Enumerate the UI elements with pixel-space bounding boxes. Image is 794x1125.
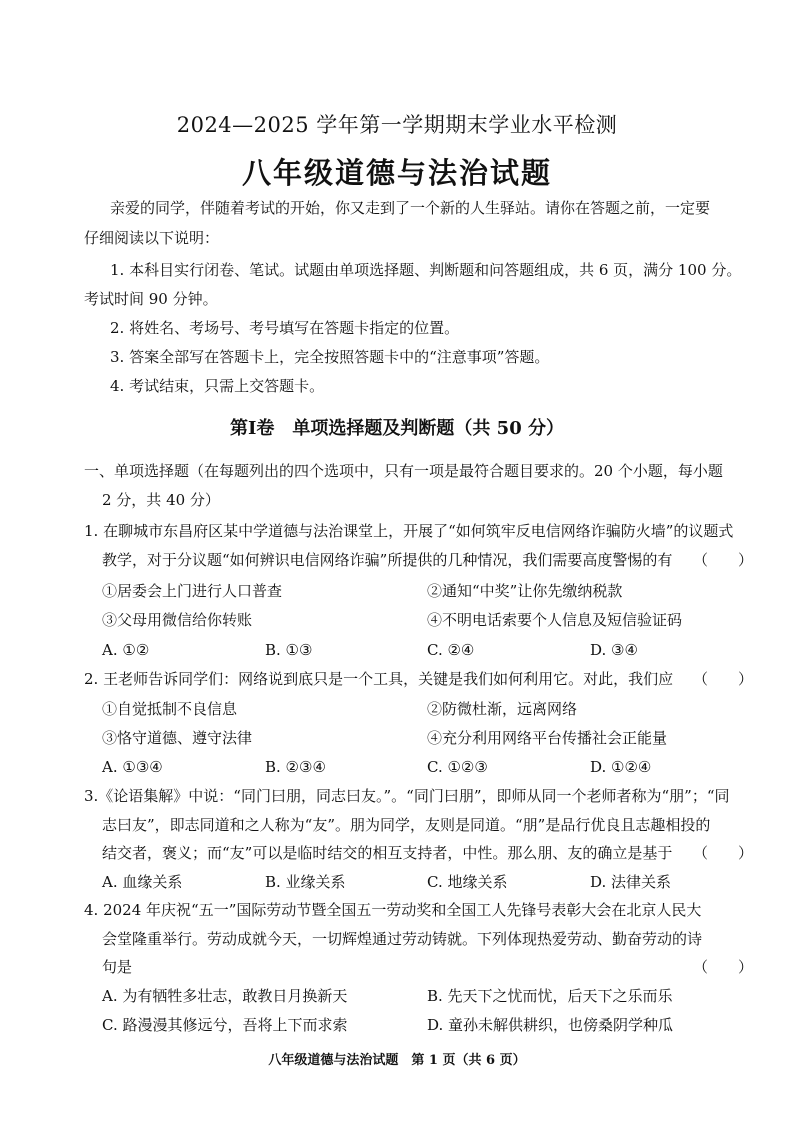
question-stem: 4. 2024 年庆祝“五一”国际劳动节暨全国五一劳动奖和全国工人先锋号表彰大会在北京人民大 (84, 901, 702, 919)
choice-a: A. 为有牺牲多壮志，敢教日月换新天 (102, 987, 348, 1005)
choice-d: D. ③④ (590, 641, 638, 659)
statement: ④充分利用网络平台传播社会正能量 (427, 729, 668, 747)
answer-bracket: （ ） (693, 844, 754, 862)
intro-line-1: 亲爱的同学，伴随着考试的开始，你又走到了一个新的人生驿站。请你在答题之前，一定要 (110, 199, 711, 217)
question-stem: 2. 王老师告诉同学们：网络说到底只是一个工具，关键是我们如何利用它。对此，我们应 (84, 670, 674, 688)
part-title: 一、单项选择题（在每题列出的四个选项中，只有一项是最符合题目要求的。20 个小题，每小题 (84, 462, 723, 480)
section-title: 第Ⅰ卷 单项选择题及判断题（共 50 分） (229, 418, 564, 439)
choice-b: B. ②③④ (265, 758, 326, 776)
part-title-cont: 2 分，共 40 分） (102, 491, 220, 509)
choice-b: B. 业缘关系 (265, 873, 346, 891)
statement: ③恪守道德、遵守法律 (102, 729, 253, 747)
instruction-1-cont: 考试时间 90 分钟。 (84, 290, 218, 308)
choice-c: C. 地缘关系 (427, 873, 508, 891)
statement: ②防微杜渐，远离网络 (427, 700, 578, 718)
instruction-2: 2. 将姓名、考场号、考号填写在答题卡指定的位置。 (110, 319, 460, 337)
choice-d: D. 童孙未解供耕织，也傍桑阴学种瓜 (427, 1016, 674, 1034)
instruction-1: 1. 本科目实行闭卷、笔试。试题由单项选择题、判断题和问答题组成，共 6 页，满分 100 分。 (110, 261, 742, 279)
answer-bracket: （ ） (693, 670, 754, 688)
statement: ③父母用微信给你转账 (102, 611, 253, 629)
answer-bracket: （ ） (693, 958, 754, 976)
choice-b: B. 先天下之忧而忧，后天下之乐而乐 (427, 987, 673, 1005)
choice-d: D. ①②④ (590, 758, 652, 776)
question-stem: 志曰友”，即志同道和之人称为“友”。朋为同学，友则是同道。“朋”是品行优良且志趣相投的 (102, 816, 711, 834)
choice-a: A. 血缘关系 (102, 873, 183, 891)
instruction-4: 4. 考试结束，只需上交答题卡。 (110, 377, 325, 395)
statement: ②通知“中奖”让你先缴纳税款 (427, 582, 623, 600)
page-footer: 八年级道德与法治试题 第 1 页（共 6 页） (268, 1053, 526, 1068)
statement: ①居委会上门进行人口普查 (102, 582, 283, 600)
choice-b: B. ①③ (265, 641, 313, 659)
choice-c: C. ②④ (427, 641, 475, 659)
statement: ④不明电话索要个人信息及短信验证码 (427, 611, 683, 629)
question-stem: 教学，对于分议题“如何辨识电信网络诈骗”所提供的几种情况，我们需要高度警惕的有 (102, 551, 673, 569)
choice-d: D. 法律关系 (590, 873, 672, 891)
question-stem: 1. 在聊城市东昌府区某中学道德与法治课堂上，开展了“如何筑牢反电信网络诈骗防火墙”的议题式 (84, 522, 734, 540)
choice-a: A. ①② (102, 641, 150, 659)
instruction-3: 3. 答案全部写在答题卡上，完全按照答题卡中的“注意事项”答题。 (110, 348, 550, 366)
choice-c: C. ①②③ (427, 758, 488, 776)
intro-line-2: 仔细阅读以下说明： (84, 229, 220, 247)
question-stem: 结交者，褒义；而“友”可以是临时结交的相互支持者，中性。那么朋、友的确立是基于 (102, 844, 673, 862)
question-stem: 3.《论语集解》中说：“同门曰朋，同志曰友。”。“同门曰朋”，即师从同一个老师者称为“朋”；“同 (84, 787, 730, 805)
answer-bracket: （ ） (693, 551, 754, 569)
choice-c: C. 路漫漫其修远兮，吾将上下而求索 (102, 1016, 348, 1034)
subject-title: 八年级道德与法治试题 (241, 156, 552, 190)
question-stem: 会堂隆重举行。劳动成就今天，一切辉煌通过劳动铸就。下列体现热爱劳动、勤奋劳动的诗 (102, 930, 703, 948)
question-stem: 句是 (102, 958, 133, 976)
statement: ①自觉抵制不良信息 (102, 700, 238, 718)
choice-a: A. ①③④ (102, 758, 163, 776)
exam-title: 2024—2025 学年第一学期期末学业水平检测 (176, 113, 618, 137)
